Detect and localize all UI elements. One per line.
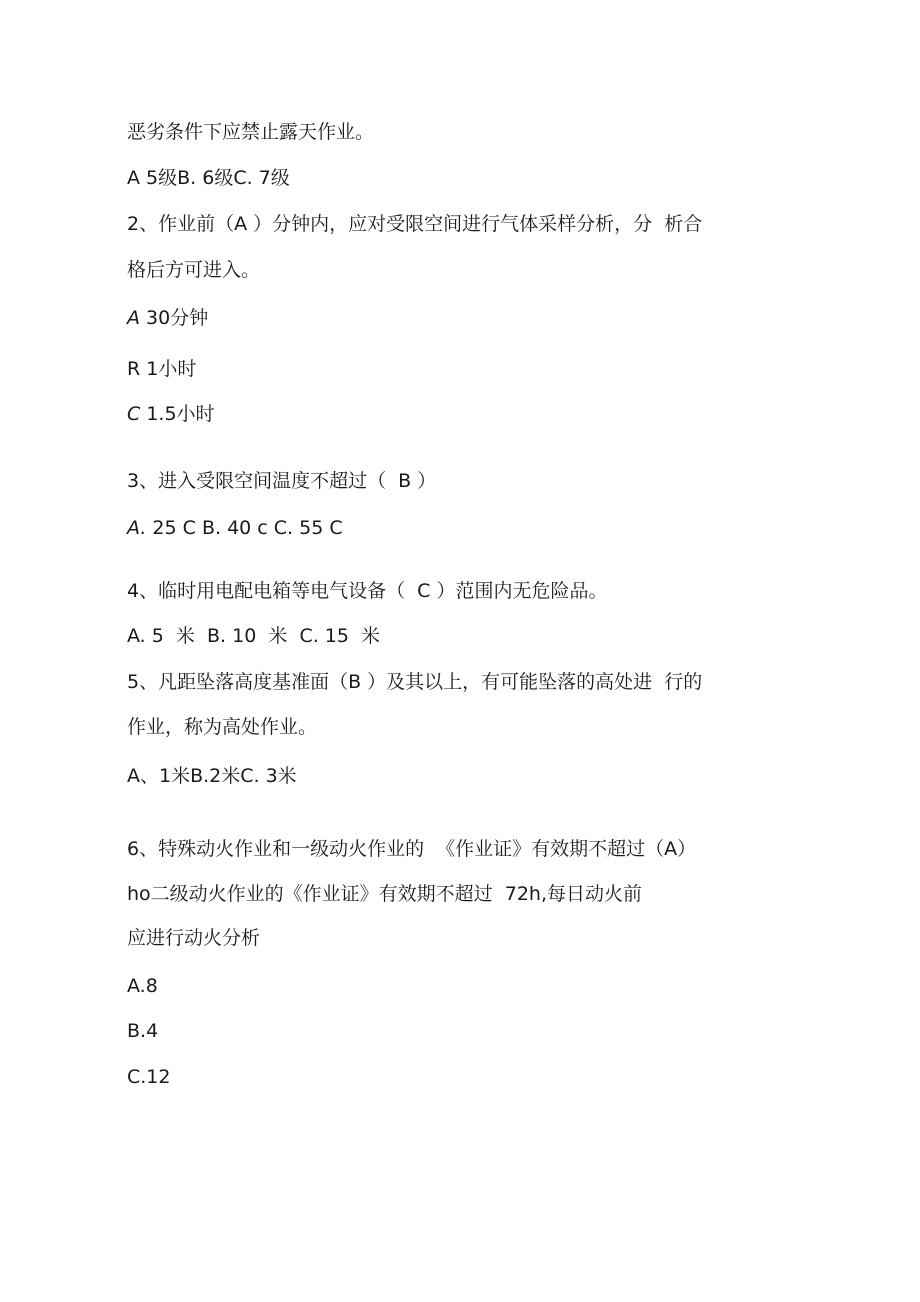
q6-option-b: B.4 (127, 1020, 159, 1042)
q6-question-cont: ho二级动火作业的《作业证》有效期不超过 72h,每日动火前 (127, 883, 643, 905)
q2-option-c-text: 1.5小时 (140, 403, 215, 425)
q4-question: 4、临时用电配电箱等电气设备（ C ）范围内无危险品。 (127, 580, 608, 602)
q2-option-a (127, 306, 208, 330)
q5-options: A、1米B.2米C. 3米 (127, 765, 297, 787)
q4-options: A. 5 米 B. 10 米 C. 15 米 (127, 625, 381, 647)
q2-option-a-letter: A (127, 307, 140, 329)
q6-question-cont-2: 应进行动火分析 (127, 927, 261, 949)
q2-question: 2、作业前（A ）分钟内，应对受限空间进行气体采样分析，分 析合 (127, 213, 703, 235)
q2-option-b: R 1小时 (127, 358, 197, 380)
q3-options (127, 516, 343, 540)
q3-question: 3、进入受限空间温度不超过（ B ） (127, 470, 437, 492)
q5-question-cont: 作业，称为高处作业。 (127, 716, 318, 738)
q5-question: 5、凡距坠落高度基准面（B ）及其以上，有可能坠落的高处进 行的 (127, 671, 703, 693)
q2-option-c (127, 402, 215, 426)
text-line-intro: 恶劣条件下应禁止露天作业。 (127, 121, 375, 143)
q2-question-cont: 格后方可进入。 (127, 259, 261, 281)
q1-options: A 5级B. 6级C. 7级 (127, 167, 290, 189)
q2-option-c-letter: C (127, 403, 141, 425)
q6-question: 6、特殊动火作业和一级动火作业的 《作业证》有效期不超过（A） (127, 838, 697, 860)
q3-option-a-letter: A. (127, 517, 147, 539)
q2-option-a-text: 30分钟 (140, 307, 209, 329)
q6-option-c: C.12 (127, 1066, 171, 1088)
q3-options-text: 25 C B. 40 c C. 55 C (146, 517, 343, 539)
q6-option-a: A.8 (127, 975, 158, 997)
